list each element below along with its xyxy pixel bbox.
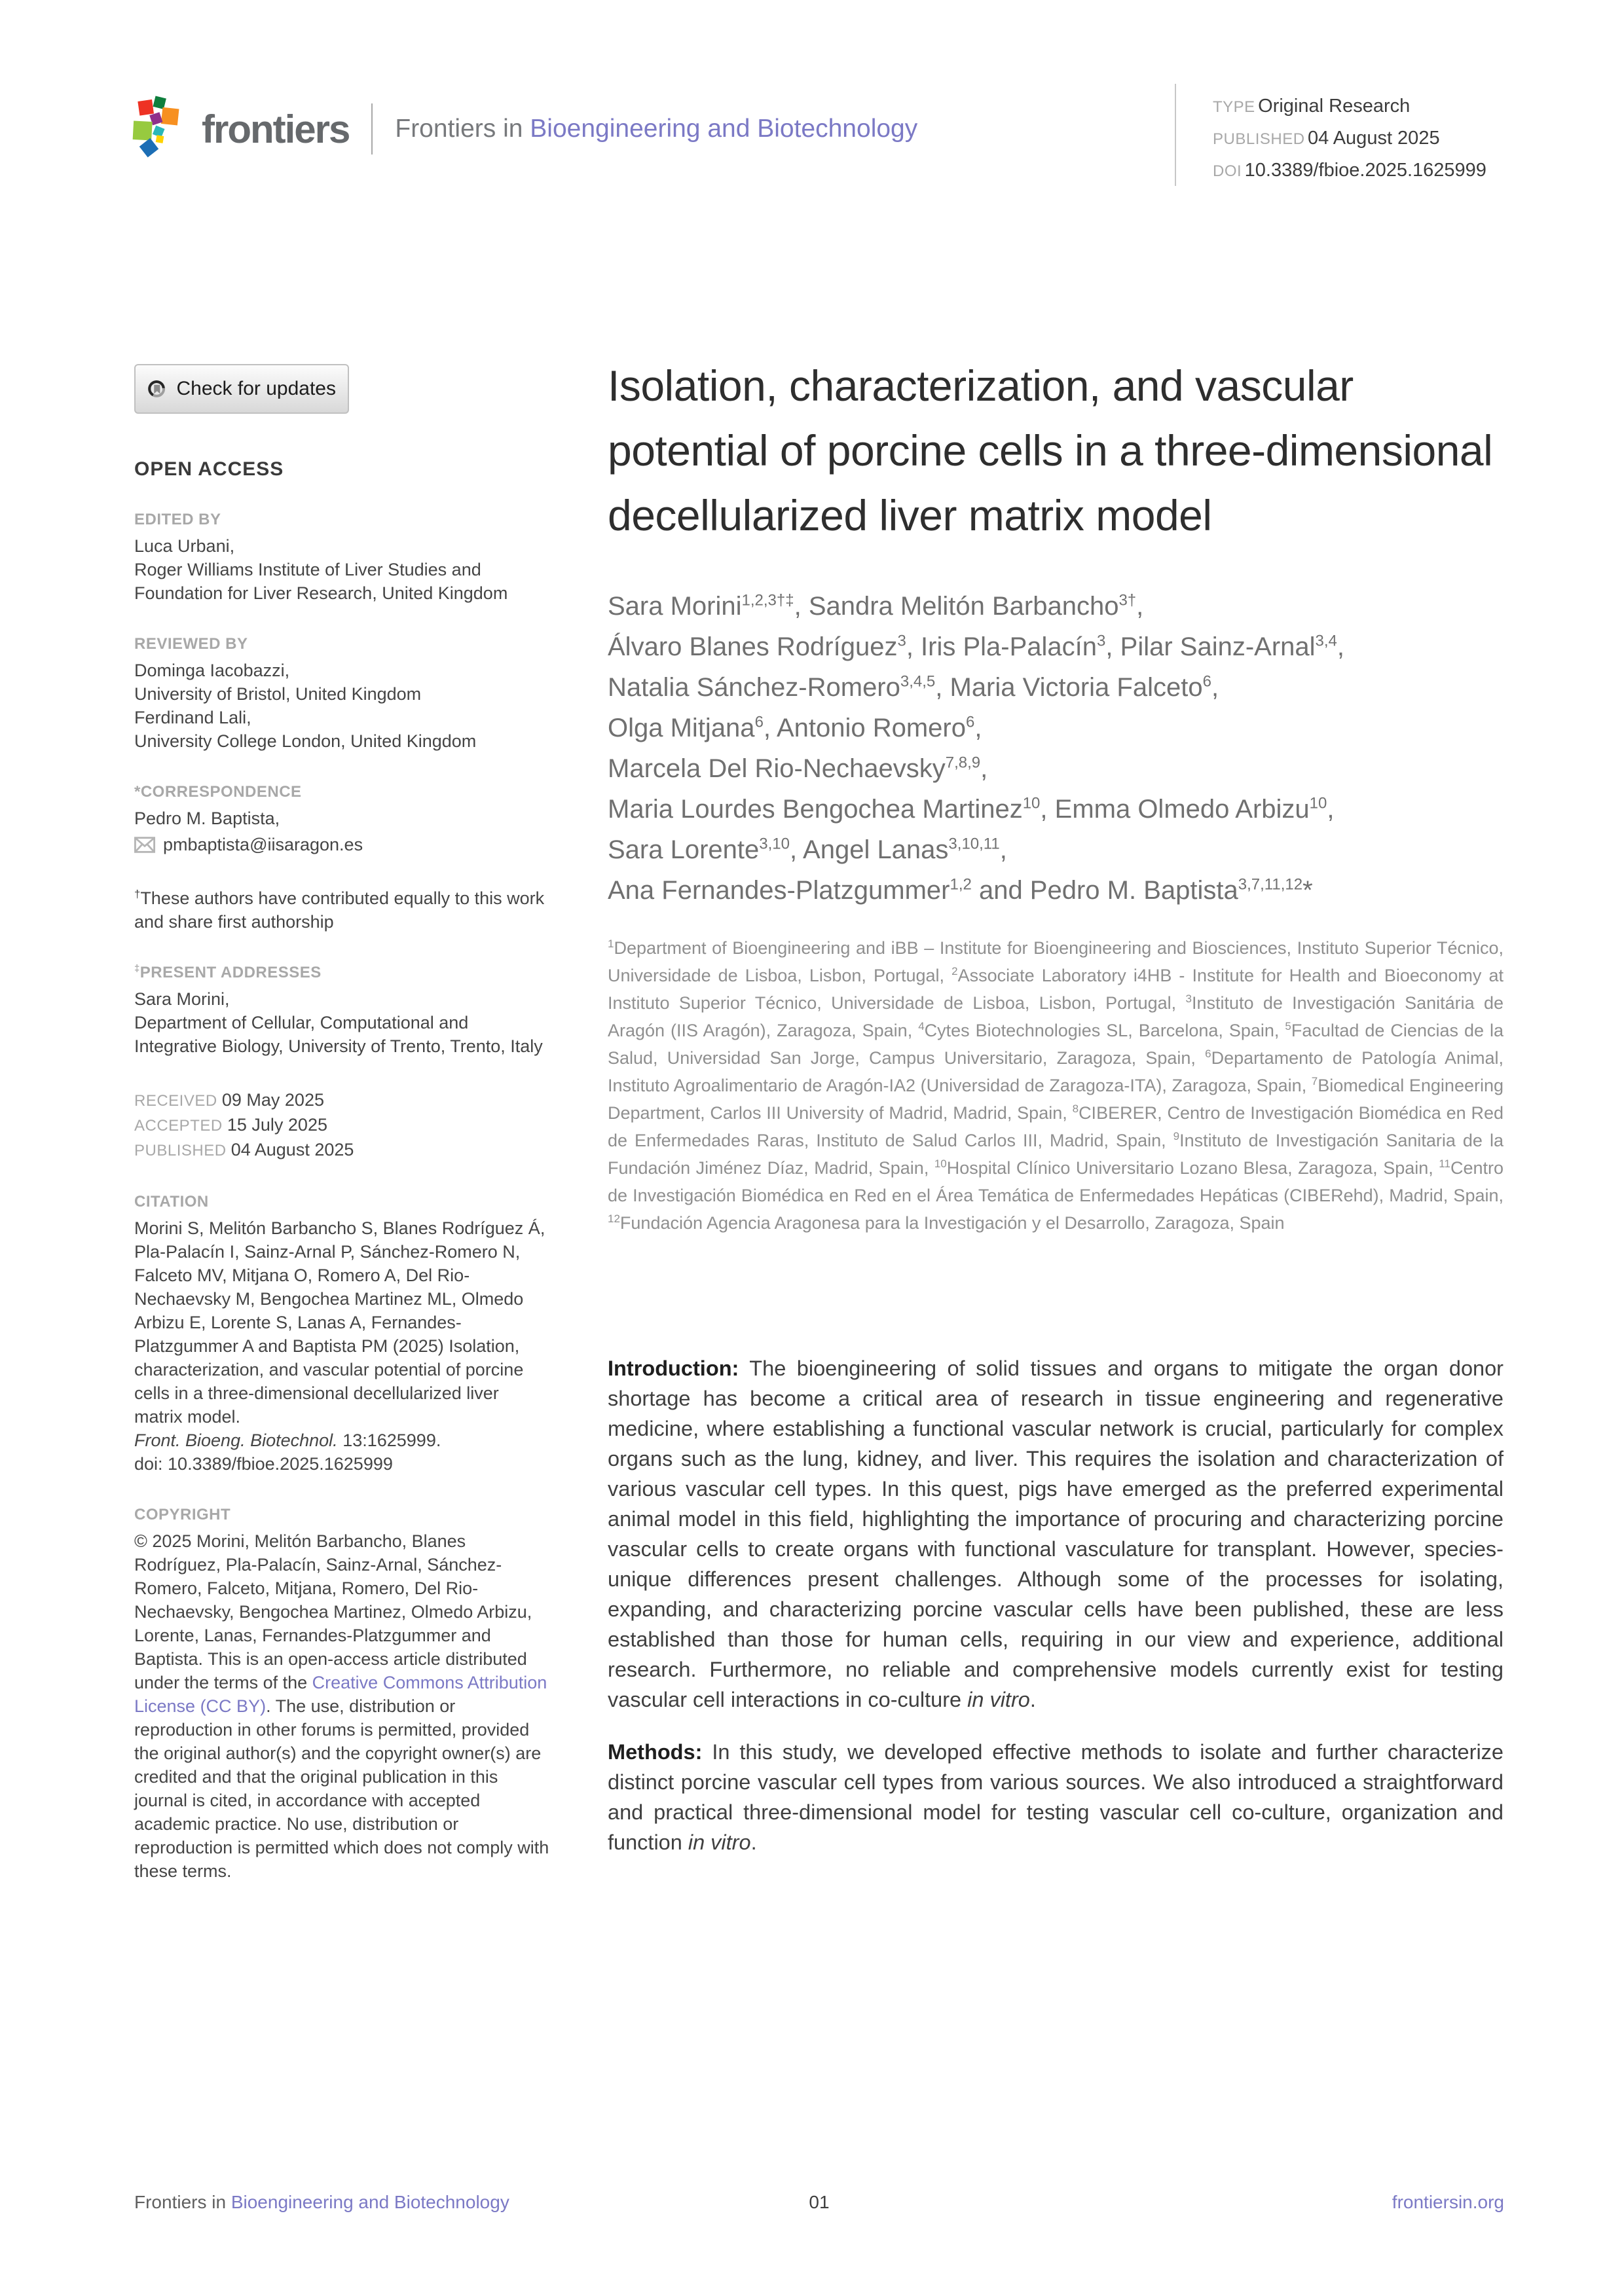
citation-text: Morini S, Melitón Barbancho S, Blanes Rodríguez Á, Pla-Palacín I, Sainz-Arnal P, Sánchez-Romero N, Falceto MV, Mitjana O, Romero A, Del Rio-Nechaevsky M, Bengochea Martinez ML, Olmedo Arbizu E, Lorente S, Lanas A, Fernandes-Platzgummer A and Baptista PM (2025) Isolation, characterization, and vascular potential of porcine cells in a three-dimensional decellularized liver matrix model. Front. Bioeng. Biotechnol. 13:1625999. doi: 10.3389/fbioe.2025.1625999 <box>134 1218 545 1474</box>
author-list <box>608 586 1504 911</box>
article-title: Isolation, characterization, and vascular potential of porcine cells in a three-dimensional decellularized liver matrix model <box>608 361 1493 539</box>
crossmark-circle-icon <box>147 373 166 405</box>
edited-by-label: EDITED BY <box>134 511 221 528</box>
citation-label: CITATION <box>134 1193 209 1211</box>
check-for-updates-button[interactable] <box>134 364 349 414</box>
double-dagger-sup: ‡ <box>134 964 140 974</box>
author-line: Sara Morini$^{1,2,3\dagger\ddagger}$, Sandra Melitón Barbancho$^{3\dagger}$, <box>608 591 1144 621</box>
sidebar-column <box>134 364 549 1883</box>
header-divider <box>371 103 373 155</box>
history-dates-block <box>134 1088 549 1163</box>
present-address-line: Department of Cellular, Computational and Integrative Biology, University of Trento, Trento, Italy <box>134 1013 543 1056</box>
footer-site-link: frontiersin.org <box>1392 2192 1504 2212</box>
author-line: Marcela Del Rio-Nechaevsky$^{7,8,9}$, <box>608 754 988 783</box>
author-line: Ana Fernandes-Platzgummer$^{1,2}$ and Pedro M. Baptista$^{3,7,11,12}$* <box>608 875 1313 905</box>
copyright-text: © 2025 Morini, Melitón Barbancho, Blanes Rodríguez, Pla-Palacín, Sainz-Arnal, Sánchez-Romero, Falceto, Mitjana, Romero, Del Rio-Nechaevsky, Bengochea Martinez, Olmedo Arbizu, Lorente, Lanas, Fernandes-Platzgummer and Baptista. This is an open-access article distributed under the terms of the Creative Commons Attribution License (CC BY). The use, distribution or reproduction in other forums is permitted, provided the original author(s) and the copyright owner(s) are credited and that the original publication in this journal is cited, in accordance with accepted academic practice. No use, distribution or reproduction is permitted which does not comply with these terms. <box>134 1531 549 1881</box>
editor-line: Roger Williams Institute of Liver Studies and Foundation for Liver Research, United Kingdom <box>134 560 508 603</box>
meta-type: TYPE Original Research <box>1213 96 1411 117</box>
edited-by-block <box>134 534 549 605</box>
reviewed-by-block <box>134 659 549 753</box>
present-addresses-block <box>134 987 549 1058</box>
present-address-line: Sara Morini, <box>134 989 230 1009</box>
author-line: Natalia Sánchez-Romero$^{3,4,5}$, Maria Victoria Falceto$^6$, <box>608 672 1219 702</box>
envelope-icon <box>134 837 155 853</box>
check-for-updates-label: Check for updates <box>176 378 336 399</box>
copyright-label: COPYRIGHT <box>134 1506 231 1523</box>
frontiers-wordmark: frontiers <box>202 107 350 151</box>
journal-title <box>395 115 917 143</box>
journal-prefix: Frontiers in <box>395 115 530 143</box>
correspondence-name: Pedro M. Baptista, <box>134 809 280 828</box>
reviewer-line: University of Bristol, United Kingdom <box>134 684 422 704</box>
present-addresses-label: ‡PRESENT ADDRESSES <box>134 964 322 981</box>
footer-journal: Frontiers in Bioengineering and Biotechnology <box>134 2192 509 2212</box>
open-access-heading: OPEN ACCESS <box>134 458 284 480</box>
correspondence-email-row <box>134 833 549 856</box>
meta-doi: DOI 10.3389/fbioe.2025.1625999 <box>1213 160 1486 181</box>
reviewer-line: University College London, United Kingdom <box>134 731 477 751</box>
reviewer-line: Ferdinand Lali, <box>134 708 251 727</box>
history-date-row: PUBLISHED 04 August 2025 <box>134 1140 354 1159</box>
correspondence-email-link[interactable]: pmbaptista@iisaragon.es <box>163 835 363 854</box>
author-line: Álvaro Blanes Rodríguez$^3$, Iris Pla-Palacín$^3$, Pilar Sainz-Arnal$^{3,4}$, <box>608 632 1345 661</box>
affiliations-block: $^1$Department of Bioengineering and iBB – Institute for Bioengineering and Biosciences, Instituto Superior Técnico, Universidade de Lisboa, Lisbon, Portugal, $^2$Associate Laboratory i4HB - Institute for Health and Bioeconomy at Instituto Superior Técnico, Universidade de Lisboa, Lisbon, Portugal, $^3$Instituto de Investigación Sanitária de Aragón (IIS Aragón), Zaragoza, Spain, $^4$Cytes Biotechnologies SL, Barcelona, Spain, $^5$Facultad de Ciencias de la Salud, Universidad San Jorge, Campus Universitario, Zaragoza, Spain, $^6$Departamento de Patología Animal, Instituto Agroalimentario de Aragón-IA2 (Universidad de Zaragoza-ITA), Zaragoza, Spain, $^7$Biomedical Engineering Department, Carlos III University of Madrid, Madrid, Spain, $^8$CIBERER, Centro de Investigación Biomédica en Red de Enfermedades Raras, Instituto de Salud Carlos III, Madrid, Spain, $^9$Instituto de Investigación Sanitaria de la Fundación Jiménez Díaz, Madrid, Spain, $^{10}$Hospital Clínico Universitario Lozano Blesa, Zaragoza, Spain, $^{11}$Centro de Investigación Biomédica en Red en el Área Temática de Enfermedades Hepáticas (CIBERehd), Madrid, Spain, $^{12}$Fundación Agencia Aragonesa para la Investigación y el Desarrollo, Zaragoza, Spain <box>608 938 1504 1233</box>
abstract-block <box>608 1353 1504 1857</box>
meta-divider <box>1175 84 1176 186</box>
main-column <box>608 354 1504 1880</box>
history-date-row: RECEIVED 09 May 2025 <box>134 1090 324 1110</box>
frontiers-logo-icon <box>131 96 186 162</box>
abstract-introduction: Introduction: The bioengineering of solid tissues and organs to mitigate the organ donor shortage has become a critical area of research in tissue engineering and regenerative medicine, where establishing a functional vascular network is crucial, particularly for complex organs such as the lung, kidney, and liver. This requires the isolation and characterization of various vascular cell types. In this quest, pigs have emerged as the preferred experimental animal model in this field, highlighting the importance of procuring and characterizing porcine vascular cells to create organs with functional vasculature for transplant. However, species-unique differences present challenges. Although some of the processes for isolating, expanding, and characterizing porcine vascular cells have been published, these are less established than those for human cells, requiring in our view and experience, additional research. Furthermore, no reliable and comprehensive models currently exist for testing vascular cell interactions in co-culture in vitro. <box>608 1357 1504 1711</box>
author-line: Maria Lourdes Bengochea Martinez$^{10}$, Emma Olmedo Arbizu$^{10}$, <box>608 794 1335 824</box>
abstract-methods: Methods: In this study, we developed effective methods to isolate and further characterize distinct porcine vascular cell types from various sources. We also introduced a straightforward and practical three-dimensional model for testing vascular cell co-culture, organization and function in vitro. <box>608 1740 1504 1854</box>
journal-name: Bioengineering and Biotechnology <box>530 115 918 143</box>
citation-doi: doi: 10.3389/fbioe.2025.1625999 <box>134 1454 393 1474</box>
dagger-sup: † <box>134 888 141 900</box>
citation-block <box>134 1216 549 1476</box>
page-number: 01 <box>809 2192 830 2212</box>
cc-by-license-link[interactable]: Creative Commons Attribution License (CC BY) <box>134 1673 547 1716</box>
article-meta <box>1213 92 1486 188</box>
meta-published: PUBLISHED 04 August 2025 <box>1213 128 1440 149</box>
journal-header <box>131 96 917 162</box>
author-line: Olga Mitjana$^6$, Antonio Romero$^6$, <box>608 713 982 742</box>
page-footer <box>134 2192 1504 2213</box>
citation-journal: Front. Bioeng. Biotechnol. <box>134 1430 338 1450</box>
reviewer-line: Dominga Iacobazzi, <box>134 661 290 680</box>
editor-line: Luca Urbani, <box>134 536 235 556</box>
correspondence-label: *CORRESPONDENCE <box>134 783 302 801</box>
equal-contribution-note: †These authors have contributed equally to this work and share first authorship <box>134 888 545 932</box>
author-line: Sara Lorente$^{3,10}$, Angel Lanas$^{3,10,11}$, <box>608 835 1007 864</box>
history-date-row: ACCEPTED 15 July 2025 <box>134 1115 327 1135</box>
reviewed-by-label: REVIEWED BY <box>134 635 248 653</box>
